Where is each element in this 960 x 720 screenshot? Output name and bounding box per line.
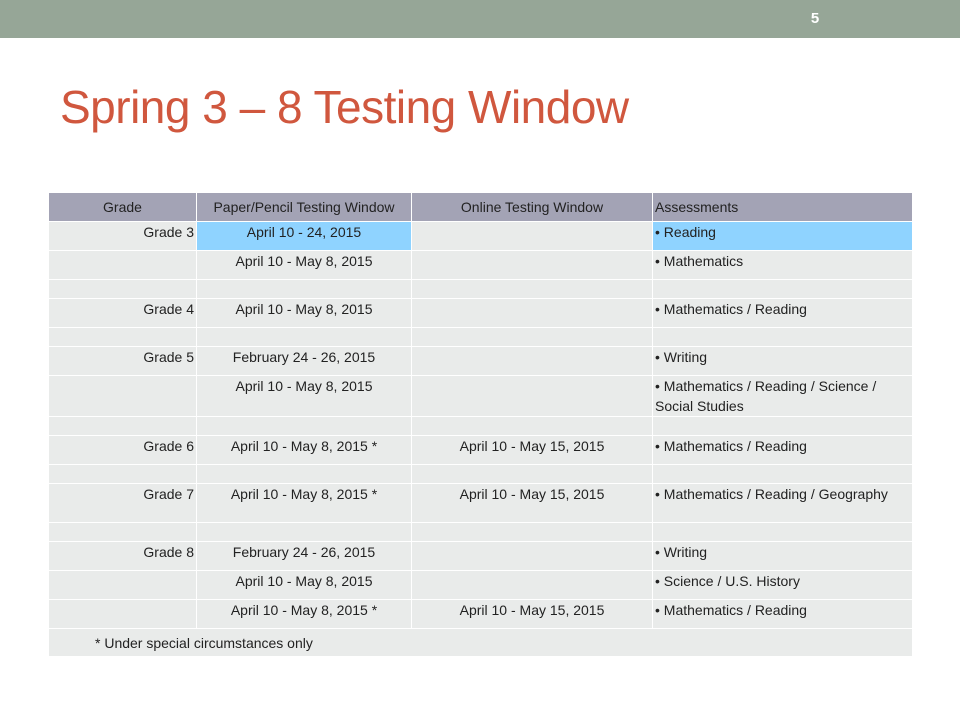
- cell-grade: [49, 571, 197, 600]
- cell-online: [412, 328, 653, 347]
- table-row: [49, 347, 913, 376]
- cell-grade: Grade 4: [49, 299, 197, 328]
- table-row: [49, 280, 913, 299]
- cell-assessments: • Writing: [653, 542, 913, 571]
- cell-online: [412, 571, 653, 600]
- cell-paper: [197, 417, 412, 436]
- cell-grade: [49, 280, 197, 299]
- cell-online: [412, 376, 653, 417]
- cell-assessments: [653, 328, 913, 347]
- slide-number: 5: [810, 10, 820, 27]
- cell-paper: April 10 - 24, 2015: [197, 222, 412, 251]
- table-header-row: [49, 193, 913, 222]
- cell-assessments: • Writing: [653, 347, 913, 376]
- table-row: [49, 436, 913, 465]
- cell-assessments: • Mathematics: [653, 251, 913, 280]
- table-row: [49, 417, 913, 436]
- cell-online: [412, 347, 653, 376]
- table-row: [49, 571, 913, 600]
- cell-online: [412, 280, 653, 299]
- cell-assessments: [653, 280, 913, 299]
- cell-assessments: • Mathematics / Reading: [653, 600, 913, 629]
- cell-online: [412, 251, 653, 280]
- table-row: [49, 222, 913, 251]
- cell-assessments: [653, 465, 913, 484]
- cell-paper: April 10 - May 8, 2015: [197, 571, 412, 600]
- cell-assessments: • Mathematics / Reading: [653, 299, 913, 328]
- cell-paper: April 10 - May 8, 2015 *: [197, 484, 412, 523]
- cell-paper: April 10 - May 8, 2015: [197, 299, 412, 328]
- cell-online: [412, 299, 653, 328]
- table-row: [49, 523, 913, 542]
- table-row: [49, 251, 913, 280]
- header-assessments: Assessments: [653, 193, 913, 222]
- cell-paper: [197, 328, 412, 347]
- cell-grade: [49, 417, 197, 436]
- cell-assessments: • Mathematics / Reading / Science / Social Studies: [653, 376, 913, 417]
- cell-assessments: • Science / U.S. History: [653, 571, 913, 600]
- top-bar: [0, 0, 960, 38]
- header-paper-pencil: Paper/Pencil Testing Window: [197, 193, 412, 222]
- cell-grade: [49, 328, 197, 347]
- table-row: [49, 328, 913, 347]
- cell-paper: April 10 - May 8, 2015 *: [197, 600, 412, 629]
- table-row: [49, 465, 913, 484]
- cell-assessments: • Reading: [653, 222, 913, 251]
- header-grade: Grade: [49, 193, 197, 222]
- cell-grade: [49, 465, 197, 484]
- cell-online: [412, 523, 653, 542]
- table-row: [49, 299, 913, 328]
- cell-online: [412, 222, 653, 251]
- cell-assessments: [653, 523, 913, 542]
- cell-online: April 10 - May 15, 2015: [412, 484, 653, 523]
- cell-assessments: [653, 417, 913, 436]
- cell-assessments: • Mathematics / Reading: [653, 436, 913, 465]
- table-row: [49, 542, 913, 571]
- cell-grade: Grade 7: [49, 484, 197, 523]
- testing-window-table: [48, 192, 913, 657]
- cell-online: [412, 417, 653, 436]
- cell-grade: [49, 251, 197, 280]
- cell-grade: Grade 6: [49, 436, 197, 465]
- cell-assessments: • Mathematics / Reading / Geography: [653, 484, 913, 523]
- cell-grade: [49, 523, 197, 542]
- cell-grade: [49, 600, 197, 629]
- cell-paper: February 24 - 26, 2015: [197, 347, 412, 376]
- cell-grade: Grade 3: [49, 222, 197, 251]
- cell-paper: April 10 - May 8, 2015: [197, 376, 412, 417]
- cell-grade: Grade 5: [49, 347, 197, 376]
- cell-grade: Grade 8: [49, 542, 197, 571]
- cell-paper: [197, 465, 412, 484]
- header-online: Online Testing Window: [412, 193, 653, 222]
- table-row: [49, 600, 913, 629]
- slide-title: Spring 3 – 8 Testing Window: [60, 81, 629, 133]
- cell-paper: [197, 523, 412, 542]
- footnote-row: [49, 629, 913, 657]
- cell-online: [412, 542, 653, 571]
- cell-paper: April 10 - May 8, 2015: [197, 251, 412, 280]
- cell-online: April 10 - May 15, 2015: [412, 600, 653, 629]
- cell-grade: [49, 376, 197, 417]
- cell-online: April 10 - May 15, 2015: [412, 436, 653, 465]
- cell-paper: April 10 - May 8, 2015 *: [197, 436, 412, 465]
- footnote: * Under special circumstances only: [49, 629, 913, 657]
- cell-paper: February 24 - 26, 2015: [197, 542, 412, 571]
- table-row: [49, 376, 913, 417]
- table-row: [49, 484, 913, 523]
- cell-paper: [197, 280, 412, 299]
- cell-online: [412, 465, 653, 484]
